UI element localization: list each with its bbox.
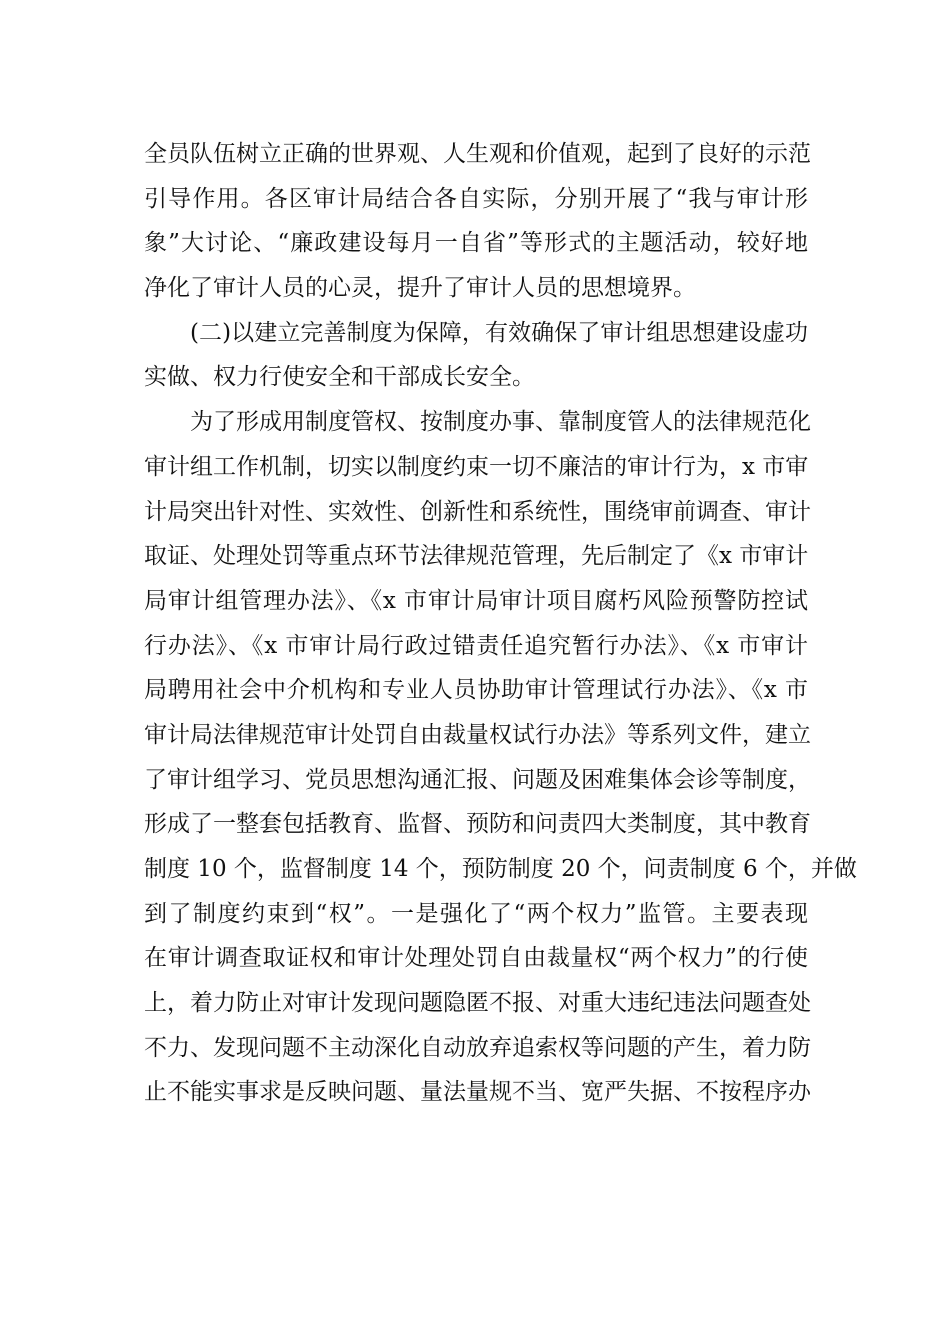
text-line: 止不能实事求是反映问题、量法量规不当、宽严失据、不按程序办 (144, 1079, 811, 1106)
text-line: 取证、处理处罚等重点环节法律规范管理，先后制定了《x 市审计 (144, 543, 809, 570)
section-heading-line: (二)以建立完善制度为保障，有效确保了审计组思想建设虚功 (190, 319, 808, 346)
text-line: 行办法》、《x 市审计局行政过错责任追究暂行办法》、《x 市审计 (144, 632, 808, 659)
body-text (144, 132, 857, 1115)
text-line: 局审计组管理办法》、《x 市审计局审计项目腐朽风险预警防控试 (144, 587, 808, 614)
text-line: 制度 10 个，监督制度 14 个，预防制度 20 个，问责制度 6 个，并做 (144, 856, 857, 882)
text-line: 全员队伍树立正确的世界观、人生观和价值观，起到了良好的示范 (144, 141, 811, 167)
text-line: 到了制度约束到“权”。一是强化了“两个权力”监管。主要表现 (144, 900, 808, 927)
text-line: 象”大讨论、“廉政建设每月一自省”等形式的主题活动，较好地 (144, 230, 808, 257)
text-line: 审计局法律规范审计处罚自由裁量权试行办法》等系列文件，建立 (144, 721, 811, 748)
section-heading-line: 实做、权力行使安全和干部成长安全。 (144, 364, 535, 391)
text-line: 形成了一整套包括教育、监督、预防和问责四大类制度，其中教育 (144, 811, 811, 838)
text-line: 上，着力防止对审计发现问题隐匿不报、对重大违纪违法问题查处 (144, 990, 811, 1017)
text-line: 了审计组学习、党员思想沟通汇报、问题及困难集体会诊等制度， (144, 766, 811, 793)
text-line: 引导作用。各区审计局结合各自实际，分别开展了“我与审计形 (144, 185, 808, 212)
text-line: 计局突出针对性、实效性、创新性和系统性，围绕审前调查、审计 (144, 498, 811, 525)
text-line: 审计组工作机制，切实以制度约束一切不廉洁的审计行为，x 市审 (144, 453, 809, 480)
text-line: 净化了审计人员的心灵，提升了审计人员的思想境界。 (144, 275, 696, 302)
text-line: 局聘用社会中介机构和专业人员协助审计管理试行办法》、《x 市 (144, 677, 808, 704)
text-line: 不力、发现问题不主动深化自动放弃追索权等问题的产生，着力防 (144, 1034, 811, 1061)
text-line: 在审计调查取证权和审计处理处罚自由裁量权“两个权力”的行使 (144, 945, 808, 972)
text-line: 为了形成用制度管权、按制度办事、靠制度管人的法律规范化 (190, 409, 811, 436)
